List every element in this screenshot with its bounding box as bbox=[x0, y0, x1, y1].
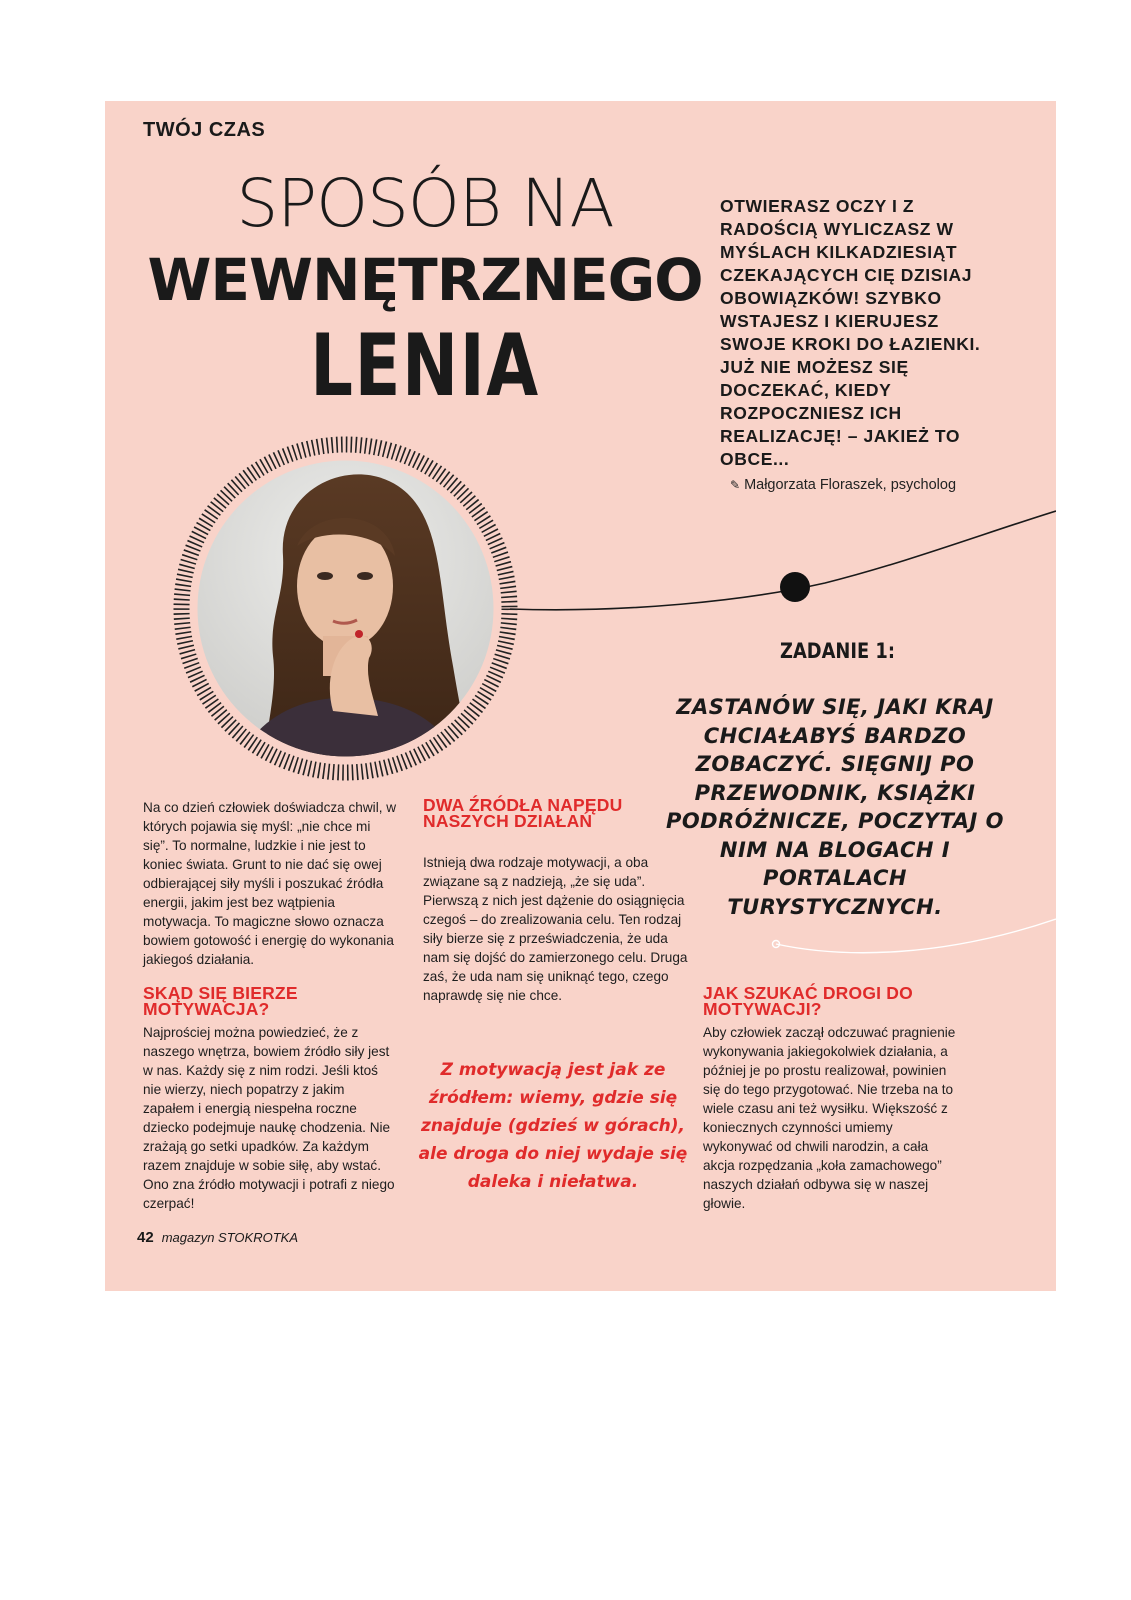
col2-heading: DWA ŹRÓDŁA NAPĘDU NASZYCH DZIAŁAŃ bbox=[423, 795, 623, 831]
page-number: 42 bbox=[137, 1229, 154, 1246]
author-name: Małgorzata Floraszek, psycholog bbox=[744, 477, 957, 493]
title-line-1: SPOSÓB NA bbox=[236, 165, 614, 242]
author-credit bbox=[730, 477, 956, 493]
pull-quote: Z motywacją jest jak ze źródłem: wiemy, gdzie się znajduje (gdzieś w górach), ale droga do niej wydaje się daleka i niełatwa. bbox=[418, 1060, 688, 1192]
page-footer bbox=[137, 1229, 298, 1246]
section-label: TWÓJ CZAS bbox=[143, 119, 266, 141]
magazine-name: magazyn STOKROTKA bbox=[161, 1230, 298, 1245]
task-text: ZASTANÓW SIĘ, JAKI KRAJ CHCIAŁABYŚ BARDZO ZOBACZYĆ. SIĘGNIJ PO PRZEWODNIK, KSIĄŻKI PODRÓŻNICZE, POCZYTAJ O NIM NA BLOGACH I PORTALACH TURYSTYCZNYCH. bbox=[665, 695, 1005, 919]
portrait-photo bbox=[173, 436, 518, 781]
task-label: ZADANIE 1: bbox=[780, 639, 895, 663]
col3-paragraph: Aby człowiek zaczął odczuwać pragnienie wykonywania jakiegokolwiek działania, a później je po prostu realizował, powinien się do tego przygotować. Nie trzeba na to wiele czasu ani też wysiłku. Większość z koniecznych czynności umiemy wykonywać od chwili narodzin, a cała akcja rozpędzania „koła zamachowego” naszych działań odbywa się w naszej głowie. bbox=[703, 1025, 956, 1211]
col1-paragraph-2: Najprościej można powiedzieć, że z naszego wnętrza, bowiem źródło siły jest w nas. Każdy się z nim rodzi. Jeśli ktoś nie wierzy, niech popatrzy z jakim zapałem i energią niespełna roczne dziecko podejmuje naukę chodzenia. Nie zrażają go setki upadków. Za każdym razem znajduje w sobie siłę, aby wstać. Ono zna źródło motywacji i potrafi z niego czerpać! bbox=[143, 1025, 395, 1211]
intro-text: OTWIERASZ OCZY I Z RADOŚCIĄ WYLICZASZ W MYŚLACH KILKADZIESIĄT CZEKAJĄCYCH CIĘ DZISIAJ OBOWIĄZKÓW! SZYBKO WSTAJESZ I KIERUJESZ SWOJE KROKI DO ŁAZIENKI. JUŻ NIE MOŻESZ SIĘ DOCZEKAĆ, KIEDY ROZPOCZNIESZ ICH REALIZACJĘ! – JAKIEŻ TO OBCE... bbox=[720, 196, 981, 469]
col2-paragraph: Istnieją dwa rodzaje motywacji, a oba związane są z nadzieją, „że się uda”. Pierwszą z nich jest dążenie do osiągnięcia czegoś – do zrealizowania celu. Ten rodzaj siły bierze się z przeświadczenia, że uda nam się dojść do zamierzonego celu. Druga zaś, że uda nam się uniknąć tego, czego naprawdę się nie chce. bbox=[423, 855, 688, 1003]
magazine-page bbox=[105, 101, 1056, 1291]
title-line-2: WEWNĘTRZNEGO bbox=[147, 246, 703, 314]
pen-icon: ✎ bbox=[730, 478, 741, 492]
col1-paragraph-1: Na co dzień człowiek doświadcza chwil, w których pojawia się myśl: „nie chce mi się”. To normalne, ludzkie i nie jest to koniec świata. Grunt to nie dać się owej odbierającej siły myśli i poszukać źródła energii, jakim jest bez wątpienia motywacja. To magiczne słowo oznacza bowiem gotowość i energię do wykonania jakiegoś działania. bbox=[143, 800, 397, 967]
col3-heading: JAK SZUKAĆ DROGI DO MOTYWACJI? bbox=[703, 983, 913, 1019]
title-line-3: LENIA bbox=[310, 316, 540, 416]
col1-heading: SKĄD SIĘ BIERZE MOTYWACJA? bbox=[143, 983, 298, 1019]
